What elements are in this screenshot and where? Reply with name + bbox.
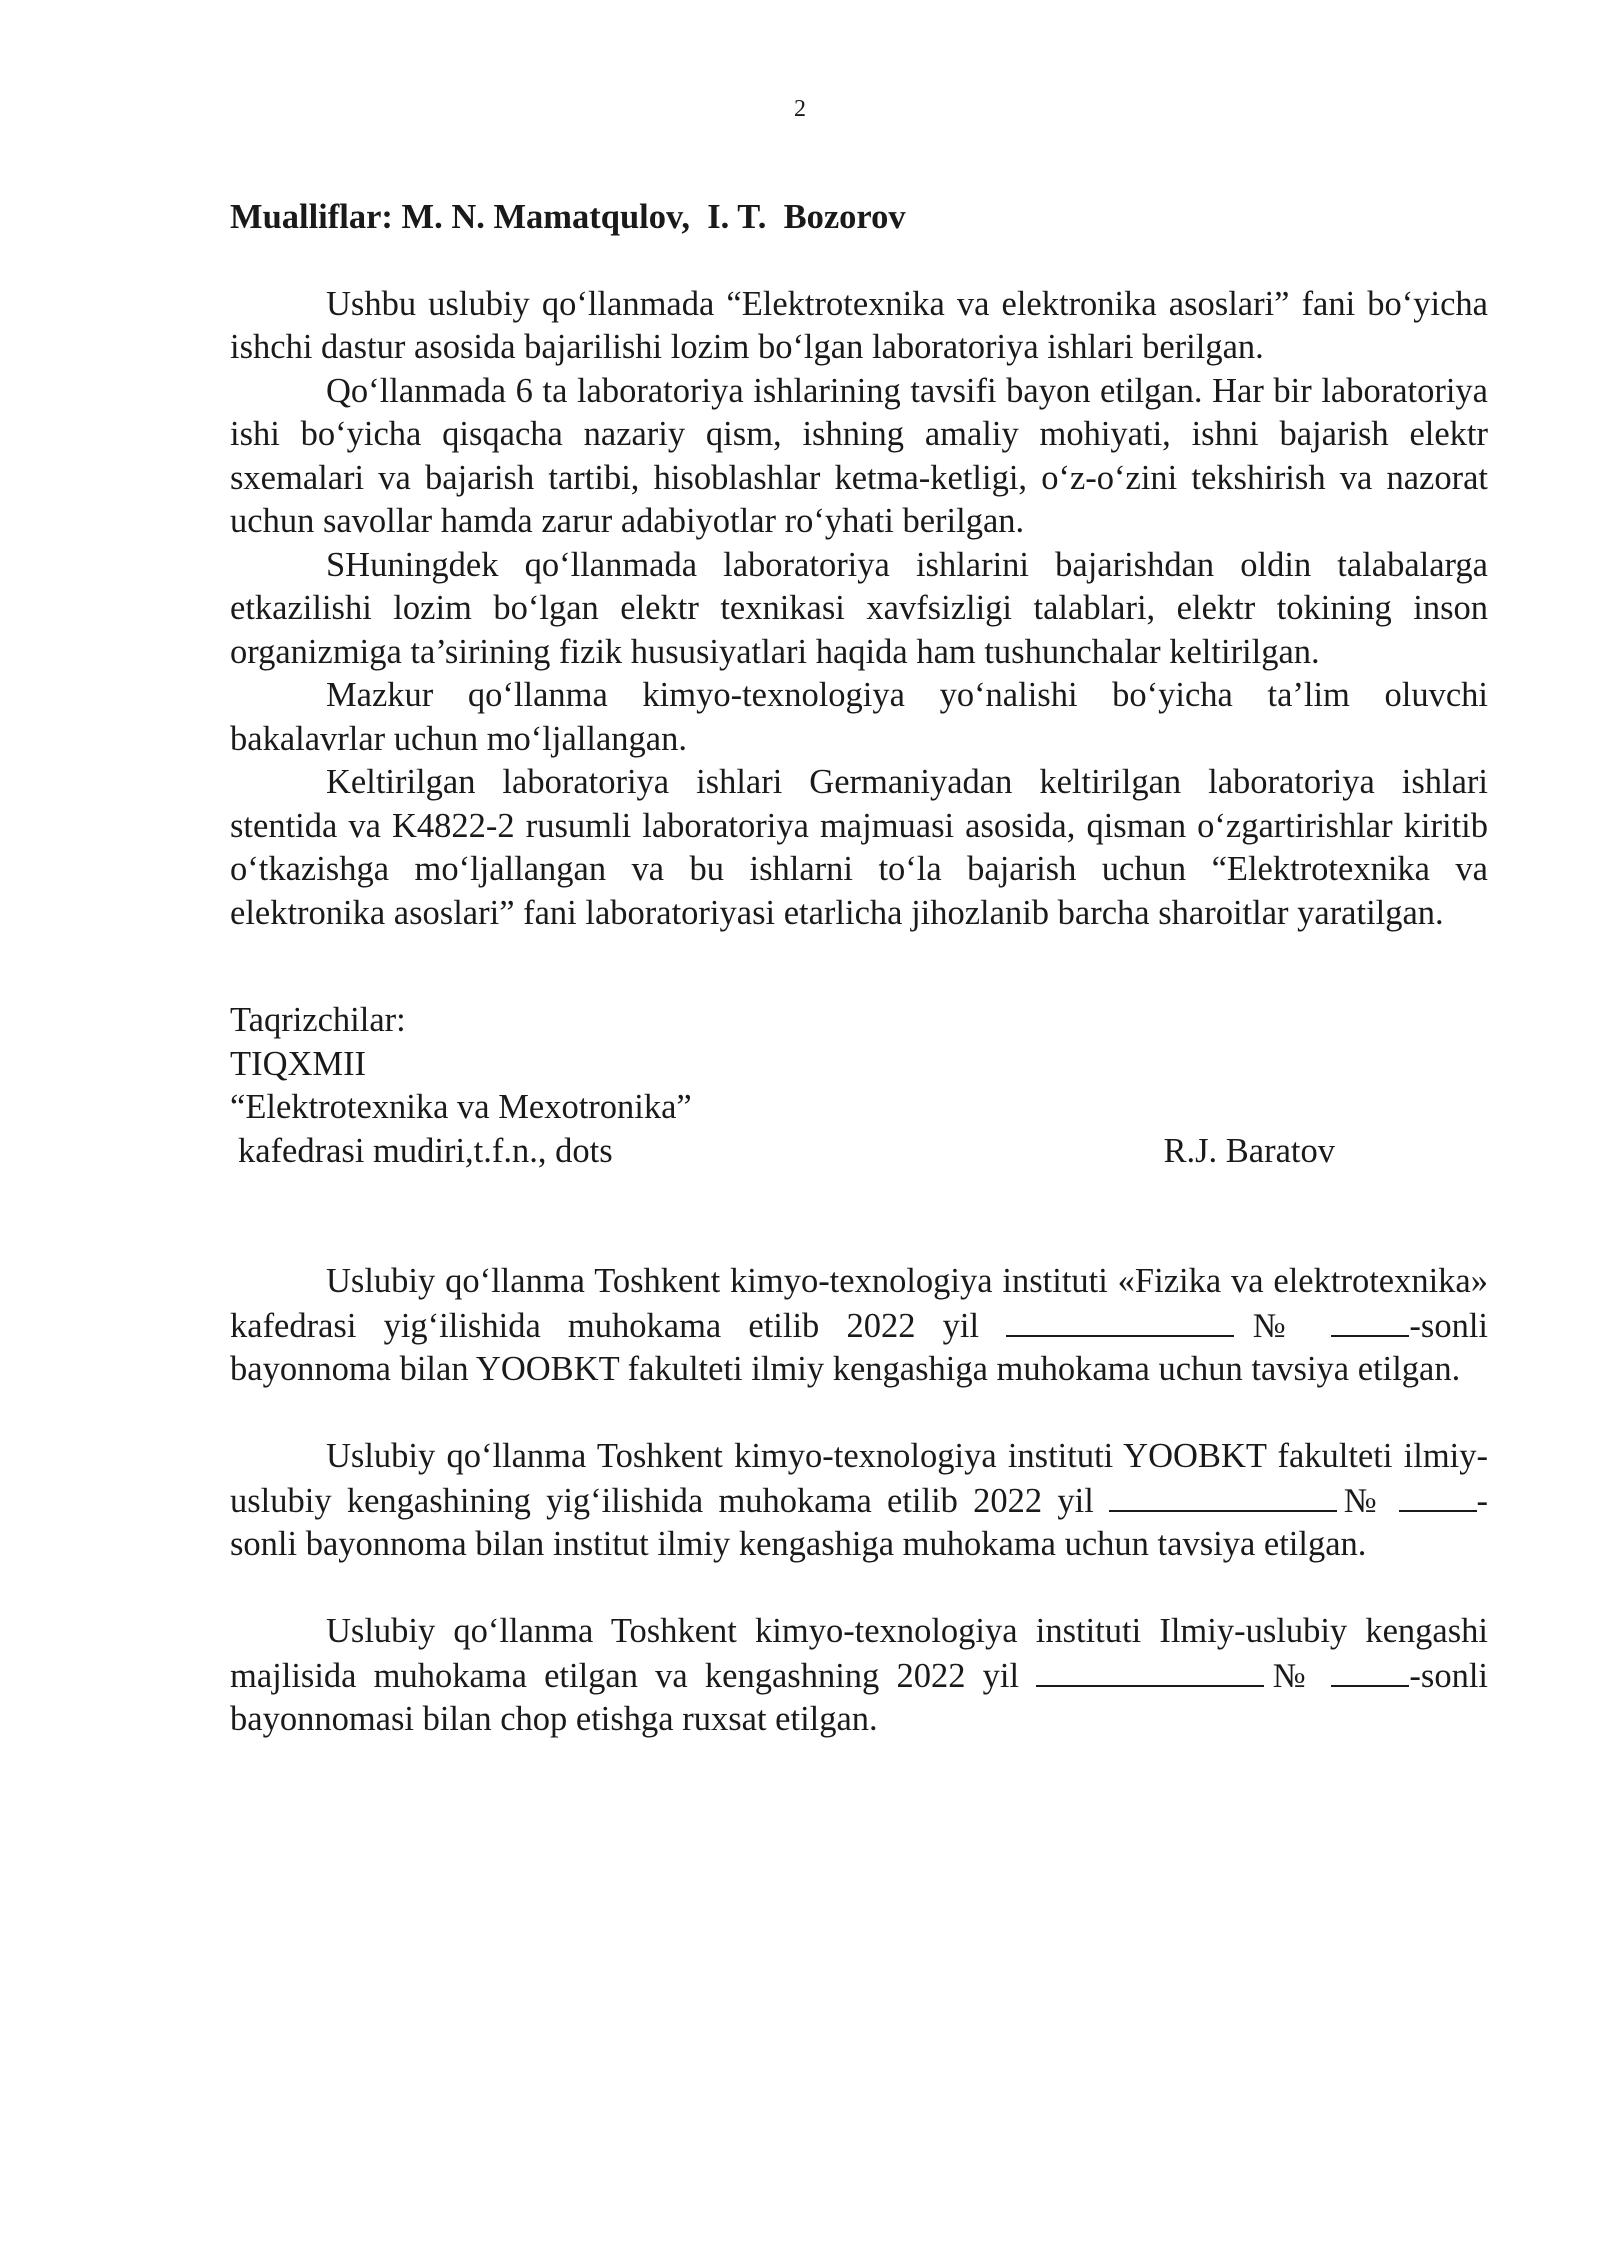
approval-3-date-blank [1036,1654,1264,1687]
reviewer-department: “Elektrotexnika va Mexotronika” [230,1088,692,1126]
intro-paragraph-1: Ushbu uslubiy qo‘llanmada “Elektrotexnika va elektronika asoslari” fani bo‘yicha ishchi dastur asosida bajarilishi lozim bo‘lgan laboratoriya ishlari berilgan. [230,284,1488,366]
page-number: 2 [794,96,806,122]
approval-1-number-blank [1331,1304,1409,1337]
approval-2-text-end: -sonli bayonnoma bilan institut ilmiy kengashiga muhokama uchun tavsiya etilgan. [230,1481,1489,1563]
intro-paragraph-3: SHuningdek qo‘llanmada laboratoriya ishlarini bajarishdan oldin talabalarga etkazilishi lozim bo‘lgan elektr texnikasi xavfsizligi talablari, elektr tokining inson organizmiga ta’sirining fizik hususiyatlari haqida ham tushunchalar keltirilgan. [230,545,1488,671]
approval-1-number-sign: № [1234,1306,1332,1345]
reviewers-heading: Taqrizchilar: [230,1001,406,1039]
reviewers-block [230,999,1488,1173]
authors-line: Mualliflar: M. N. Mamatqulov, I. T. Bozorov [230,198,906,236]
reviewer-signature-row [230,1130,1488,1174]
reviewer-position: kafedrasi mudiri,t.f.n., dots [238,1131,613,1170]
approval-paragraph-1 [230,1260,1488,1392]
approval-3-number-blank [1331,1654,1409,1687]
intro-paragraph-2: Qo‘llanmada 6 ta laboratoriya ishlarining tavsifi bayon etilgan. Har bir laboratoriya ishi bo‘yicha qisqacha nazariy qism, ishning amaliy mohiyati, ishni bajarish elektr sxemalari va bajarish tartibi, hisoblashlar ketma-ketligi, o‘z-o‘zini tekshirish va nazorat uchun savollar hamda zarur adabiyotlar ro‘yhati berilgan. [230,371,1488,540]
approval-2-number-blank [1399,1479,1477,1512]
approval-paragraph-2 [230,1435,1488,1567]
approval-3-text-end: -sonli bayonnomasi bilan chop etishga ruxsat etilgan. [230,1656,1488,1738]
approval-1-date-blank [1006,1304,1234,1337]
approval-2-text: Uslubiy qo‘llanma Toshkent kimyo-texnologiya instituti YOOBKT fakulteti ilmiy-uslubiy kengashining yig‘ilishida muhokama etilib 2022 yil [230,1437,1488,1520]
reviewer-organization: TIQXMII [230,1044,367,1083]
approval-1-text: Uslubiy qo‘llanma Toshkent kimyo-texnologiya instituti «Fizika va elektrotexnika» kafedrasi yig‘ilishida muhokama etilib 2022 yil [230,1262,1488,1345]
approval-1-text-end: -sonli bayonnoma bilan YOOBKT fakulteti ilmiy kengashiga muhokama uchun tavsiya etilgan. [230,1306,1489,1388]
reviewer-name: R.J. Baratov [1163,1131,1335,1170]
approval-3-number-sign: № [1264,1656,1332,1695]
approval-3-text: Uslubiy qo‘llanma Toshkent kimyo-texnologiya instituti Ilmiy-uslubiy kengashi majlisida muhokama etilgan va kengashning 2022 yil [230,1612,1488,1695]
document-body [230,196,1488,1785]
approval-2-number-sign: № [1337,1481,1399,1520]
approval-paragraph-3 [230,1610,1488,1742]
intro-paragraph-5: Keltirilgan laboratoriya ishlari Germaniyadan keltirilgan laboratoriya ishlari stentida va K4822-2 rusumli laboratoriya majmuasi asosida, qisman o‘zgartirishlar kiritib o‘tkazishga mo‘ljallangan va bu ishlarni to‘la bajarish uchun “Elektrotexnika va elektronika asoslari” fani laboratoriyasi etarlicha jihozlanib barcha sharoitlar yaratilgan. [230,763,1488,932]
intro-paragraph-4: Mazkur qo‘llanma kimyo-texnologiya yo‘nalishi bo‘yicha ta’lim oluvchi bakalavrlar uchun mo‘ljallangan. [230,676,1488,758]
approval-2-date-blank [1109,1479,1337,1512]
